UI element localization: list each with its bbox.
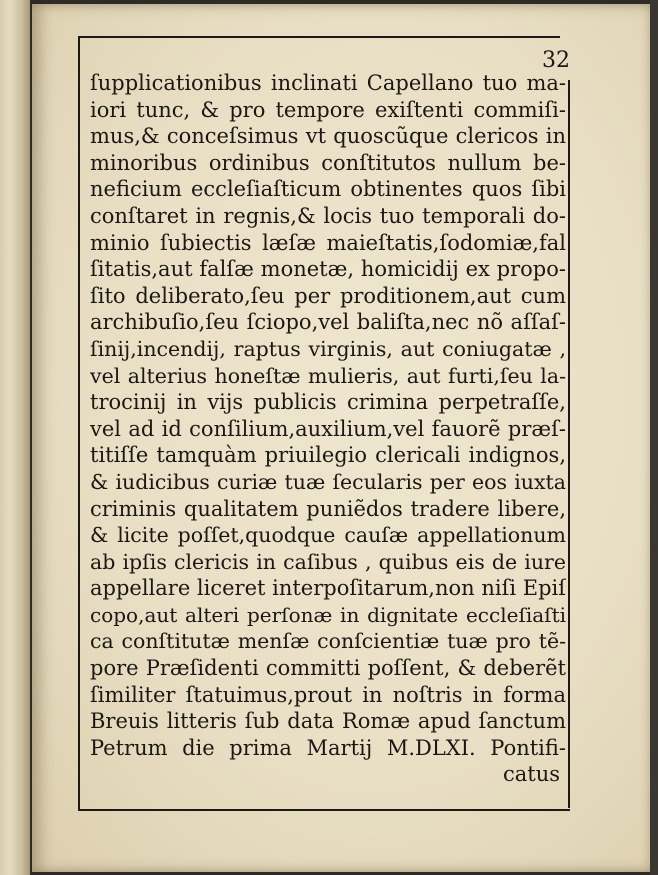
text-line: conſtaret in regnis,& locis tuo temporali do-: [90, 203, 566, 228]
page-frame-left-rule: [78, 36, 80, 811]
text-line: archibuſio,ſeu ſciopo,vel baliſta,nec nõ aſſaſ-: [90, 310, 566, 335]
text-line: trocinij in vijs publicis crimina perpetraſſe,: [90, 390, 566, 415]
text-line: & licite poſſet,quodque cauſæ appellationum: [90, 523, 566, 548]
text-line: Breuis litteris ſub data Romæ apud ſanctum: [90, 709, 566, 734]
page-frame-bottom-rule: [78, 809, 570, 811]
text-line: titiſſe tamquàm priuilegio clericali indignos,: [90, 443, 566, 468]
text-line: ſinij,incendij, raptus virginis, aut coniugatæ ,: [90, 336, 566, 361]
background-edge: [650, 0, 658, 875]
page-number: 32: [542, 48, 570, 73]
text-line: copo,aut alteri perſonæ in dignitate eccleſiaſti: [90, 602, 566, 627]
text-line: appellare liceret interpoſitarum,non niſi Epiſ: [90, 576, 566, 601]
body-text: [90, 70, 566, 788]
text-line: vel alterius honeſtæ mulieris, aut furti,ſeu la-: [90, 363, 566, 388]
text-line: ſitatis,aut falſæ monetæ, homicidij ex propo-: [90, 257, 566, 282]
text-line: vel ad id conſilium,auxilium,vel fauorẽ præſ-: [90, 416, 566, 441]
text-line: minio ſubiectis læſæ maieſtatis,ſodomiæ,fal: [90, 230, 566, 255]
text-line: & iudicibus curiæ tuæ ſecularis per eos iuxta: [90, 469, 566, 494]
text-line: mus,& conceſsimus vt quoscũque clericos in: [90, 124, 566, 149]
text-line: ſito deliberato,ſeu per proditionem,aut cum: [90, 283, 566, 308]
page-frame-top-rule: [78, 36, 560, 38]
previous-page-edge: [0, 0, 30, 875]
text-line: ca conſtitutæ menſæ conſcientiæ tuæ pro tẽ-: [90, 629, 566, 654]
catchword: catus: [502, 762, 560, 787]
text-line: iori tunc, & pro tempore exiſtenti commiſi-: [90, 97, 566, 122]
text-line: minoribus ordinibus conſtitutos nullum be-: [90, 150, 566, 175]
text-line: ſupplicationibus inclinati Capellano tuo ma-: [90, 71, 566, 95]
text-line: Petrum die prima Martij M.DLXI. Pontifi-: [90, 735, 566, 760]
text-line: ſimiliter ſtatuimus,prout in noſtris in forma: [90, 682, 566, 707]
text-line: neficium eccleſiaſticum obtinentes quos ſibi: [90, 177, 566, 202]
text-line: pore Præſidenti committi poſſent, & deberẽt: [90, 656, 566, 681]
text-line: criminis qualitatem puniẽdos tradere libere,: [90, 496, 566, 521]
page-frame-right-rule: [568, 80, 570, 808]
text-line: ab ipſis clericis in caſibus , quibus eis de iure: [90, 549, 566, 574]
